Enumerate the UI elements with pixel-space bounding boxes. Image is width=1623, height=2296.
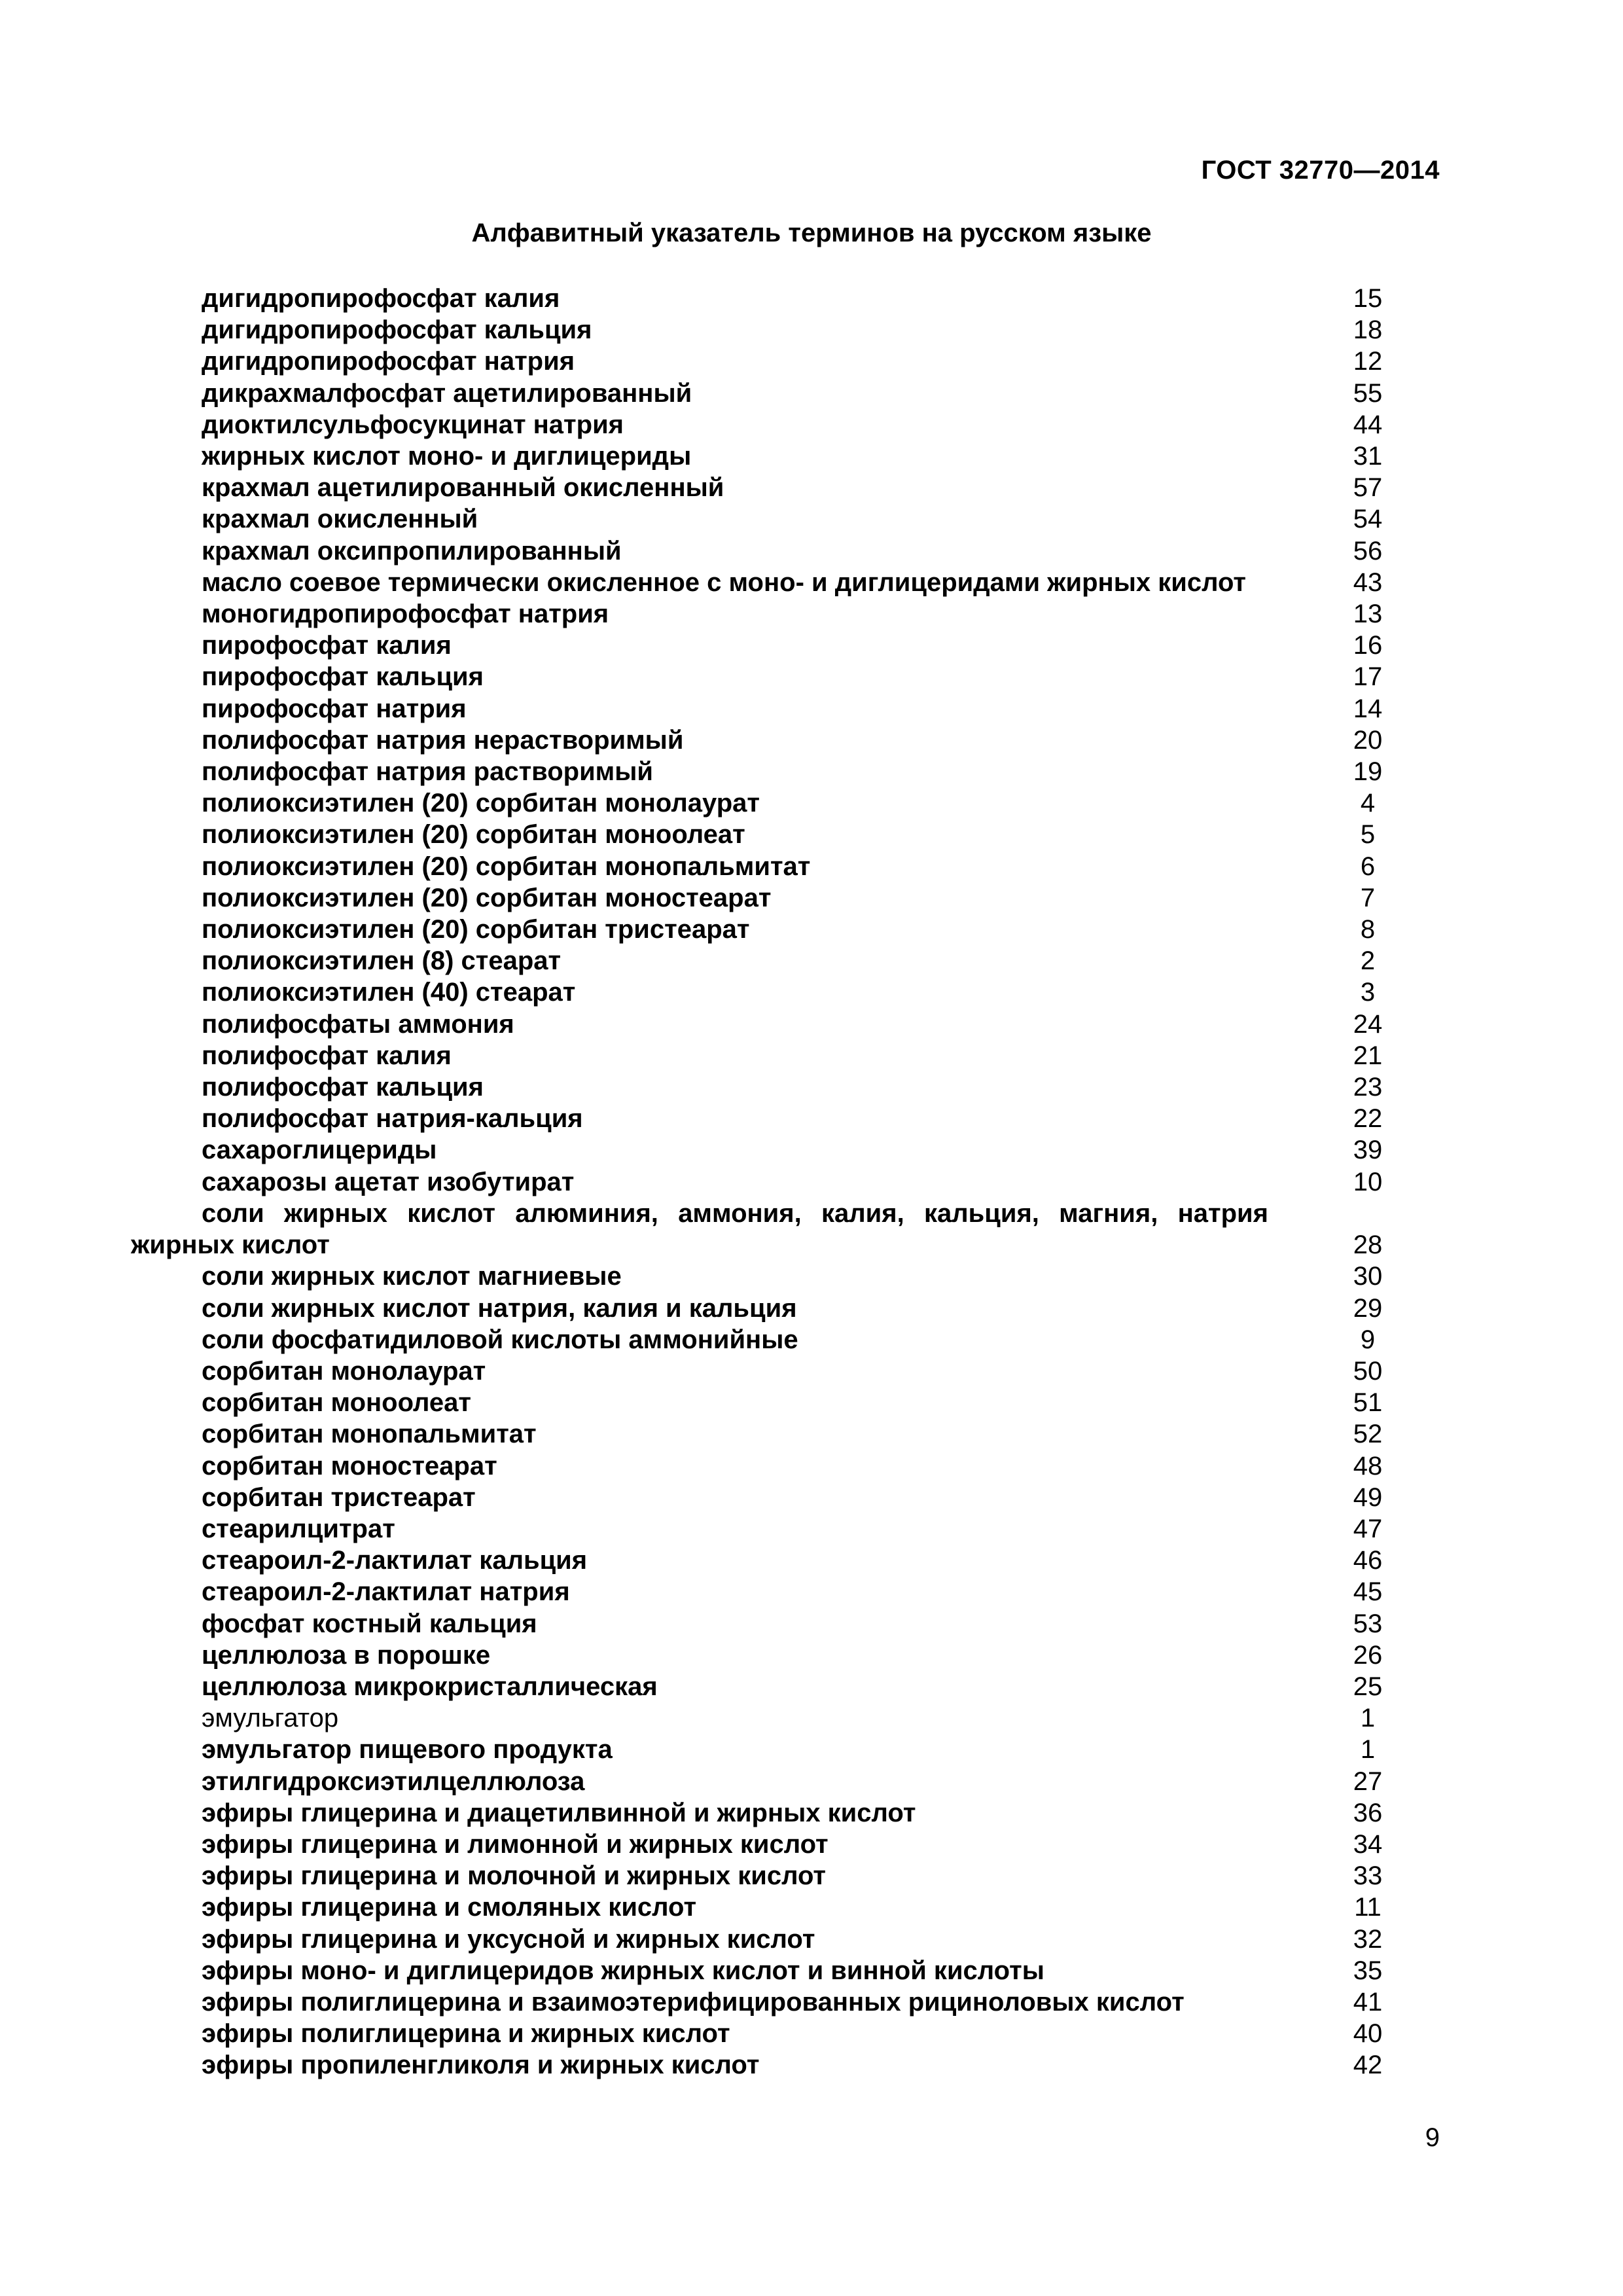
index-entry-term: полифосфат калия [202, 1041, 452, 1070]
index-entry-page: 1 [1360, 1704, 1376, 1733]
index-entry [131, 1829, 1414, 1860]
index-entry-term: полиоксиэтилен (20) сорбитан монопальмитат [202, 852, 811, 881]
index-entry-term: дигидропирофосфат натрия [202, 347, 575, 376]
index-entry-page: 31 [1353, 442, 1383, 471]
index-entry-term: пирофосфат калия [202, 631, 452, 660]
index-entry-page: 3 [1360, 978, 1376, 1007]
index-entry-page: 56 [1353, 536, 1383, 565]
index-entry-page: 23 [1353, 1073, 1383, 1102]
index-entry-page: 18 [1353, 315, 1383, 345]
index-entry-term: полиоксиэтилен (20) сорбитан тристеарат [202, 915, 750, 944]
index-entry [131, 1198, 1414, 1261]
index-entry-page: 4 [1360, 789, 1376, 818]
index-entry-page: 53 [1353, 1609, 1383, 1638]
index-entry-term: эфиры глицерина и смоляных кислот [202, 1893, 697, 1922]
index-entry-term: стеароил-2-лактилат кальция [202, 1546, 588, 1575]
index-entry-page: 20 [1353, 725, 1383, 755]
index-entry-page: 34 [1353, 1829, 1383, 1859]
index-entry-term: эфиры глицерина и уксусной и жирных кислот [202, 1924, 815, 1954]
index-entry-page: 49 [1353, 1482, 1383, 1512]
index-entry-term: стеарилцитрат [202, 1514, 395, 1543]
index-entry-term: полифосфат натрия-кальция [202, 1104, 583, 1134]
index-entry [131, 378, 1414, 409]
index-entry-term: эмульгатор [202, 1704, 339, 1733]
index-entry [131, 503, 1414, 535]
index-entry [131, 1103, 1414, 1134]
index-entry-page: 48 [1353, 1451, 1383, 1480]
index-entry-page: 19 [1353, 757, 1383, 787]
index-entry [131, 1355, 1414, 1387]
index-entry [131, 346, 1414, 377]
index-entry-term: дигидропирофосфат кальция [202, 315, 592, 345]
index-entry-page: 57 [1353, 473, 1383, 503]
index-entry [131, 630, 1414, 661]
index-entry [131, 1134, 1414, 1166]
index-entry [131, 1986, 1414, 2018]
index-entry-page: 55 [1353, 378, 1383, 408]
index-entry-page: 51 [1353, 1388, 1383, 1418]
index-entry-term: жирных кислот моно- и диглицериды [202, 442, 692, 471]
index-entry [131, 1545, 1414, 1576]
index-entry-term: дигидропирофосфат калия [202, 284, 560, 313]
index-entry-term: полифосфат кальция [202, 1073, 484, 1102]
index-entry-page: 50 [1353, 1356, 1383, 1386]
index-entry [131, 1418, 1414, 1450]
index-entry-page: 15 [1353, 284, 1383, 313]
index-entry-page: 16 [1353, 631, 1383, 660]
index-entry [131, 1860, 1414, 1892]
index-entry-term: целлюлоза в порошке [202, 1640, 491, 1670]
page-number: 9 [1425, 2123, 1440, 2152]
index-entry [131, 1892, 1414, 1923]
index-entry [131, 725, 1414, 756]
index-entry-page: 26 [1353, 1640, 1383, 1670]
index-entry [131, 1608, 1414, 1640]
index-entry [131, 1387, 1414, 1418]
index-entry [131, 2018, 1414, 2049]
index-entry-term: моногидропирофосфат натрия [202, 600, 609, 629]
index-entry [131, 567, 1414, 598]
index-entry-term: целлюлоза микрокристаллическая [202, 1672, 658, 1701]
index-entry-page: 1 [1360, 1735, 1376, 1765]
index-entry-page: 33 [1353, 1861, 1383, 1891]
index-entry-term: сорбитан монолаурат [202, 1356, 486, 1386]
index-entry-page: 41 [1353, 1987, 1383, 2017]
index-entry-page: 17 [1353, 662, 1383, 692]
index-entry-term: диоктилсульфосукцинат натрия [202, 410, 624, 439]
index-entry-term: этилгидроксиэтилцеллюлоза [202, 1767, 585, 1796]
index-entry [131, 1513, 1414, 1545]
index-entry [131, 1293, 1414, 1324]
index-entry [131, 2049, 1414, 2081]
index-entry [131, 598, 1414, 630]
index-entry [131, 535, 1414, 567]
index-entry-page: 36 [1353, 1798, 1383, 1827]
index-title: Алфавитный указатель терминов на русском языке [471, 219, 1152, 247]
term-index-list [131, 283, 1414, 2081]
index-entry-term: эфиры глицерина и диацетилвинной и жирных кислот [202, 1798, 916, 1827]
index-entry [131, 1040, 1414, 1071]
index-entry [131, 283, 1414, 314]
index-entry-page: 28 [1353, 1230, 1383, 1260]
index-entry [131, 787, 1414, 819]
index-entry [131, 693, 1414, 725]
index-entry-term: эфиры полиглицерина и взаимоэтерифицированных рициноловых кислот [202, 1987, 1185, 2017]
index-entry [131, 851, 1414, 882]
index-entry [131, 1766, 1414, 1797]
index-entry [131, 661, 1414, 692]
index-entry [131, 756, 1414, 787]
index-entry-term: эфиры пропиленгликоля и жирных кислот [202, 2051, 760, 2080]
index-entry-term: полиоксиэтилен (8) стеарат [202, 946, 562, 976]
index-entry-page: 54 [1353, 505, 1383, 534]
index-entry [131, 1009, 1414, 1040]
index-entry-page: 13 [1353, 600, 1383, 629]
index-entry [131, 1324, 1414, 1355]
index-entry [131, 1955, 1414, 1986]
index-entry [131, 1166, 1414, 1198]
index-entry-term: сорбитан монопальмитат [202, 1420, 537, 1449]
index-entry [131, 977, 1414, 1008]
index-entry-page: 9 [1360, 1325, 1376, 1354]
index-entry-term: соли жирных кислот натрия, калия и кальция [202, 1293, 797, 1323]
index-entry-page: 8 [1360, 915, 1376, 944]
index-entry [131, 1671, 1414, 1702]
index-entry [131, 945, 1414, 977]
index-entry-term: эфиры полиглицерина и жирных кислот [202, 2019, 730, 2049]
index-entry-page: 11 [1354, 1893, 1382, 1922]
index-entry-page: 39 [1353, 1136, 1383, 1165]
index-entry-term: полифосфаты аммония [202, 1009, 514, 1039]
index-entry-term: крахмал оксипропилированный [202, 536, 622, 565]
index-entry-page: 30 [1353, 1262, 1383, 1291]
index-entry-term: пирофосфат натрия [202, 694, 467, 723]
index-entry-term: стеароил-2-лактилат натрия [202, 1577, 570, 1607]
document-header-standard: ГОСТ 32770—2014 [1201, 156, 1440, 185]
index-entry-term: соли фосфатидиловой кислоты аммонийные [202, 1325, 798, 1354]
index-entry-page: 6 [1360, 852, 1376, 881]
index-entry-page: 40 [1353, 2019, 1383, 2049]
index-entry-page: 35 [1353, 1956, 1383, 1985]
index-entry-page: 10 [1353, 1167, 1383, 1196]
index-entry-page: 47 [1353, 1514, 1383, 1543]
index-entry-term: фосфат костный кальция [202, 1609, 537, 1638]
index-entry [131, 314, 1414, 346]
index-entry-term: соли жирных кислот магниевые [202, 1262, 622, 1291]
index-entry-term: крахмал окисленный [202, 505, 478, 534]
index-entry-page: 45 [1353, 1577, 1383, 1607]
index-entry-page: 12 [1353, 347, 1383, 376]
index-entry [131, 819, 1414, 850]
index-entry [131, 1071, 1414, 1103]
index-entry-term: полиоксиэтилен (40) стеарат [202, 978, 576, 1007]
index-entry-term: сорбитан моностеарат [202, 1451, 497, 1480]
index-entry [131, 1797, 1414, 1829]
index-entry-term: сахароглицериды [202, 1136, 437, 1165]
index-entry [131, 1576, 1414, 1607]
index-entry [131, 1450, 1414, 1482]
index-entry-term: полиоксиэтилен (20) сорбитан моностеарат [202, 883, 772, 912]
index-entry-page: 21 [1353, 1041, 1383, 1070]
index-entry-page: 14 [1353, 694, 1383, 723]
index-entry-page: 5 [1360, 820, 1376, 850]
index-entry [131, 409, 1414, 440]
index-entry [131, 1734, 1414, 1765]
index-entry-page: 25 [1353, 1672, 1383, 1701]
index-entry-term: сорбитан моноолеат [202, 1388, 472, 1418]
index-entry-page: 22 [1353, 1104, 1383, 1134]
index-entry-term: эмульгатор пищевого продукта [202, 1735, 613, 1765]
index-entry-term: крахмал ацетилированный окисленный [202, 473, 724, 503]
index-entry-term: сорбитан тристеарат [202, 1482, 476, 1512]
index-entry-page: 43 [1353, 567, 1383, 597]
index-entry [131, 1261, 1414, 1292]
index-entry-term: сахарозы ацетат изобутират [202, 1167, 575, 1196]
index-entry [131, 1924, 1414, 1955]
index-entry [131, 472, 1414, 503]
index-entry-term: масло соевое термически окисленное с моно- и диглицеридами жирных кислот [202, 567, 1246, 597]
index-entry-term: эфиры моно- и диглицеридов жирных кислот и винной кислоты [202, 1956, 1044, 1985]
index-entry-page: 29 [1353, 1293, 1383, 1323]
index-entry [131, 1702, 1414, 1734]
index-entry-term: полифосфат натрия растворимый [202, 757, 654, 787]
index-entry-term: полиоксиэтилен (20) сорбитан монолаурат [202, 789, 760, 818]
index-entry-page: 52 [1353, 1420, 1383, 1449]
index-entry-page: 7 [1360, 883, 1376, 912]
index-entry [131, 440, 1414, 472]
index-entry [131, 1482, 1414, 1513]
index-entry [131, 914, 1414, 945]
index-entry-term: полифосфат натрия нерастворимый [202, 725, 684, 755]
index-entry [131, 1640, 1414, 1671]
index-entry-term: пирофосфат кальция [202, 662, 484, 692]
index-entry-term: дикрахмалфосфат ацетилированный [202, 378, 692, 408]
index-entry-page: 27 [1353, 1767, 1383, 1796]
index-entry-page: 44 [1353, 410, 1383, 439]
index-entry-term: соли жирных кислот алюминия, аммония, калия, кальция, магния, натрия жирных кислот [131, 1198, 1268, 1260]
index-entry-page: 32 [1353, 1924, 1383, 1954]
index-entry-term: эфиры глицерина и лимонной и жирных кислот [202, 1829, 829, 1859]
index-entry-page: 46 [1353, 1546, 1383, 1575]
index-entry-page: 24 [1353, 1009, 1383, 1039]
index-entry [131, 882, 1414, 914]
index-entry-page: 2 [1360, 946, 1376, 976]
index-entry-page: 42 [1353, 2051, 1383, 2080]
index-entry-term: полиоксиэтилен (20) сорбитан моноолеат [202, 820, 745, 850]
index-entry-term: эфиры глицерина и молочной и жирных кислот [202, 1861, 827, 1891]
